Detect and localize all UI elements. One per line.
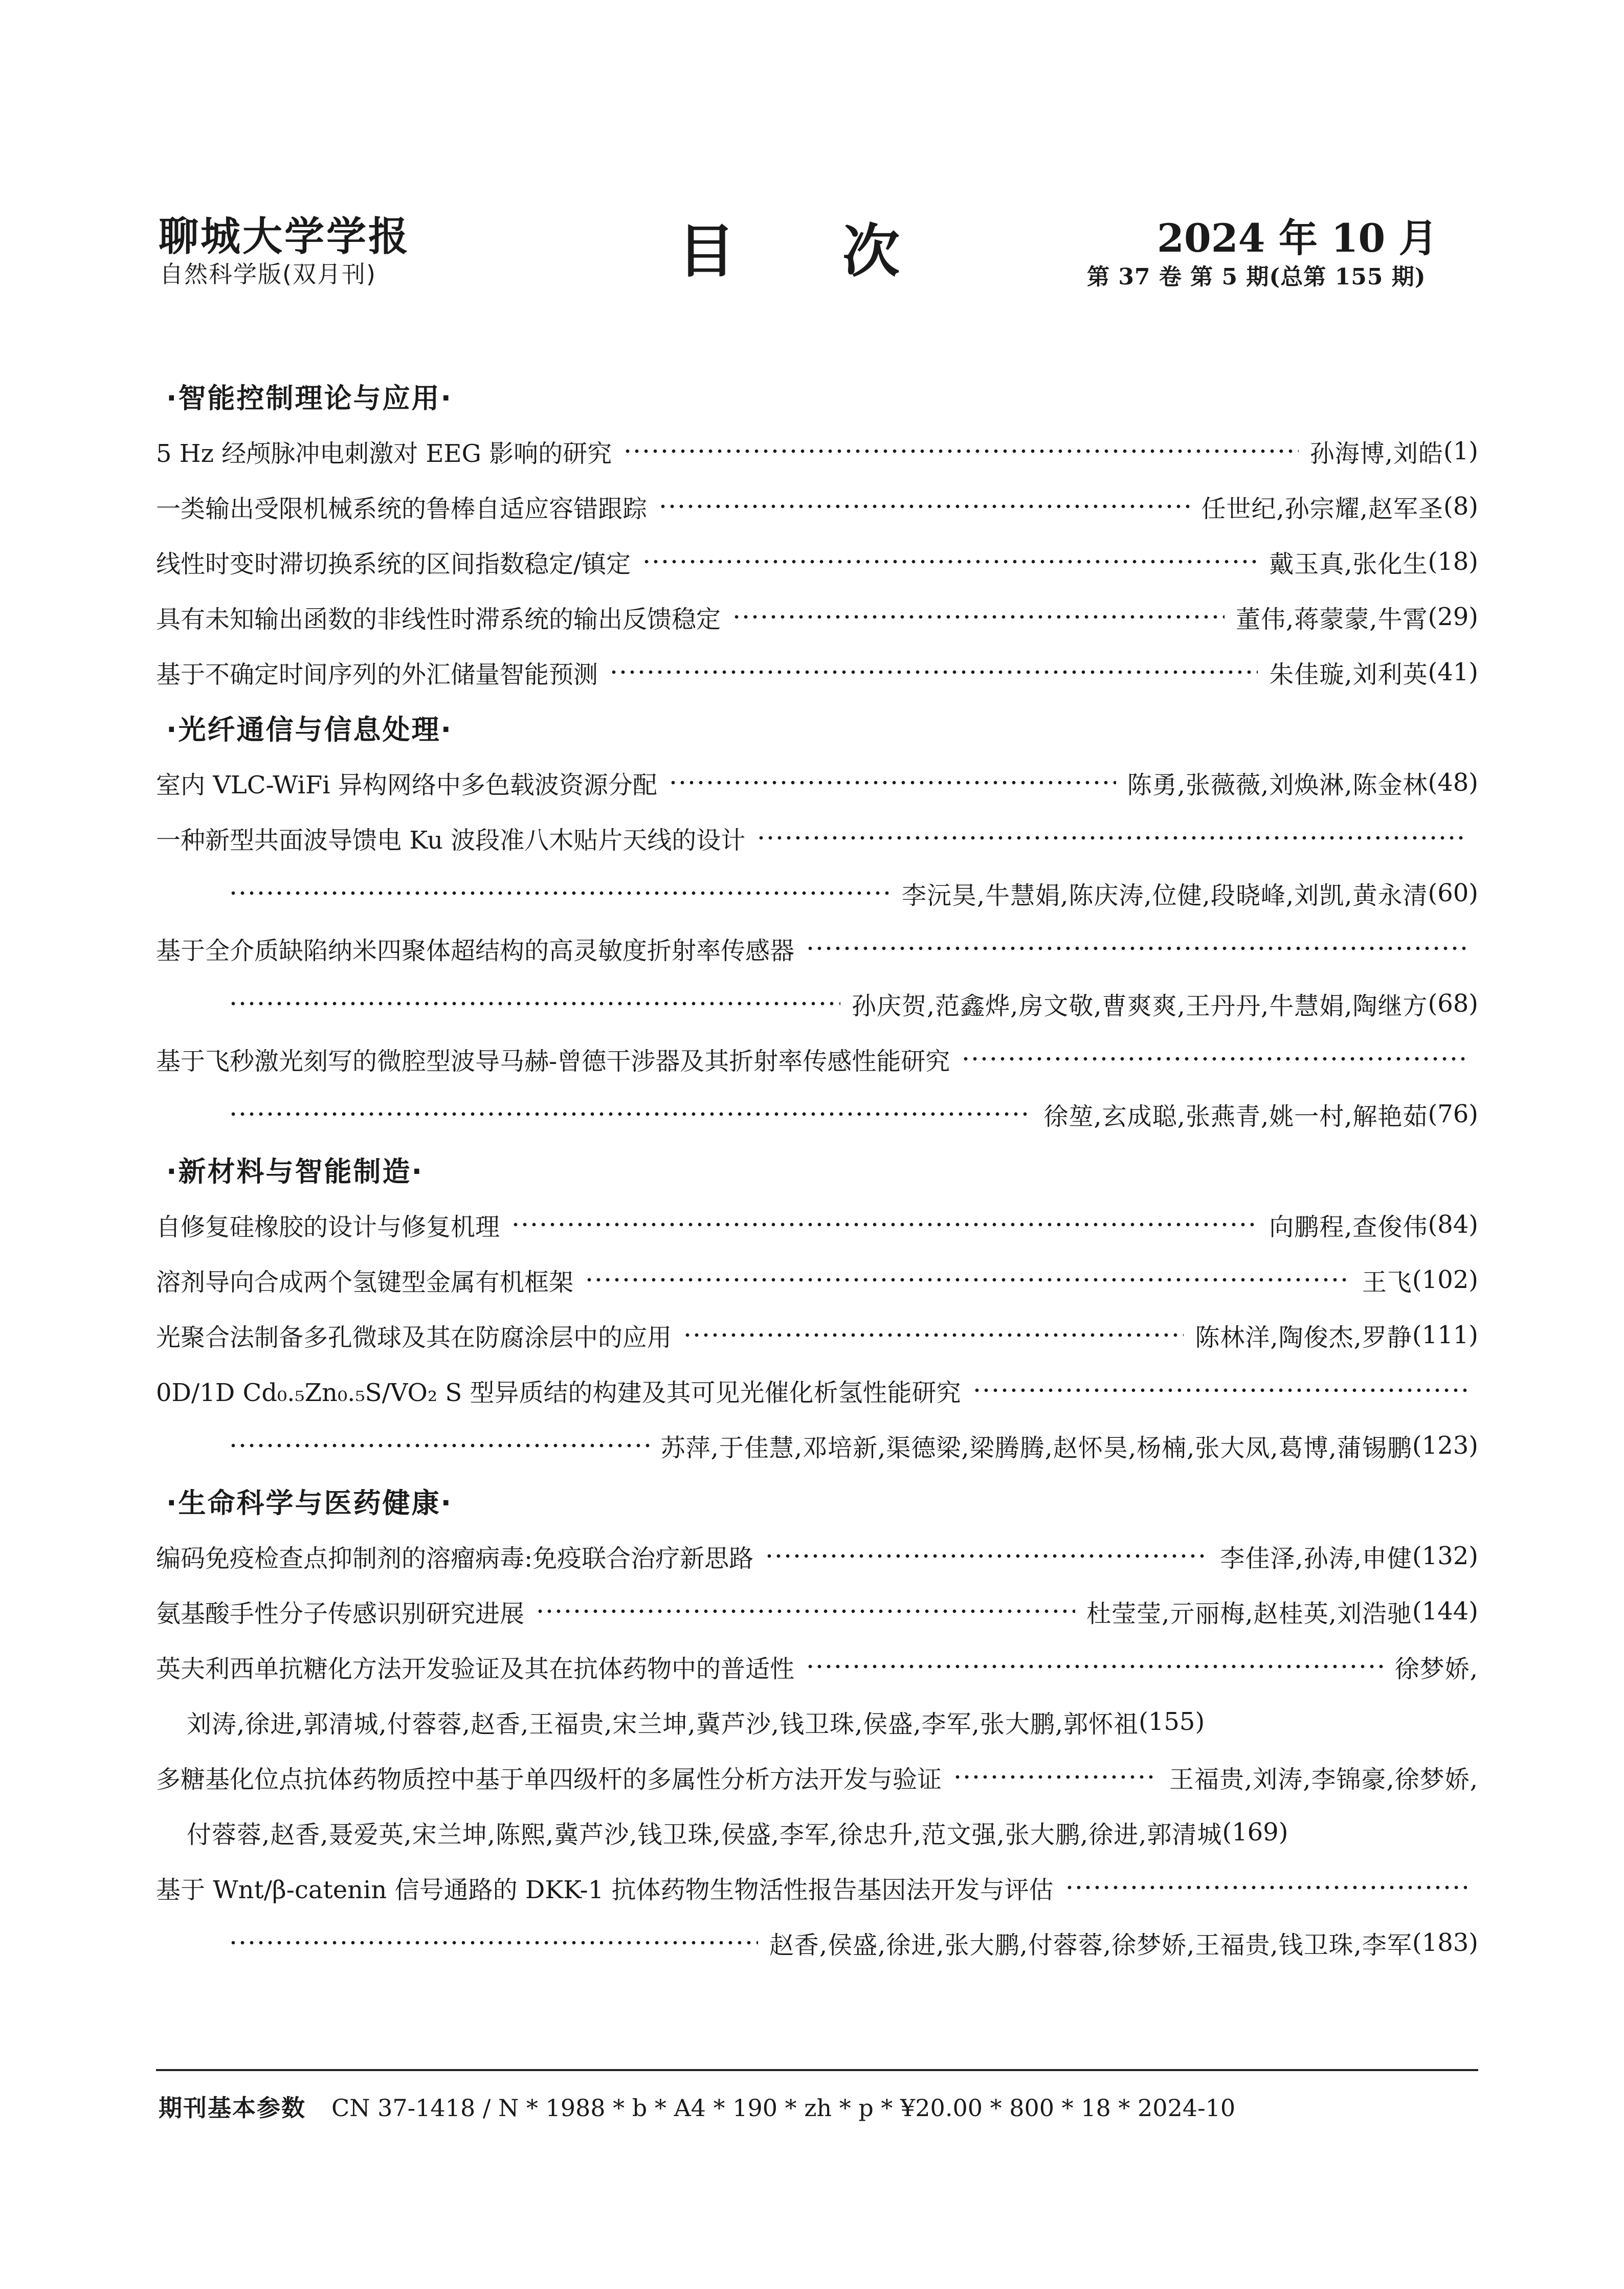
entry-page: (183) bbox=[1412, 1928, 1478, 1957]
entry-authors: 刘涛,徐进,郭清城,付蓉蓉,赵香,王福贵,宋兰坤,冀芦沙,钱卫珠,侯盛,李军,张大鹏,郭怀祖 bbox=[187, 1709, 1139, 1739]
leader-dots bbox=[658, 504, 1190, 508]
journal-name: 聊城大学学报 bbox=[159, 214, 411, 260]
issue-volume: 第 37 卷 第 5 期(总第 155 期) bbox=[1087, 264, 1426, 290]
entry-page: (155) bbox=[1139, 1707, 1205, 1736]
toc-entry-continuation bbox=[156, 865, 1478, 921]
footer-params: CN 37-1418 / N * 1988 * b * A4 * 190 * zh * p * ¥20.00 * 800 * 18 * 2024-10 bbox=[331, 2094, 1236, 2122]
leader-dots bbox=[732, 615, 1225, 619]
toc-entry-continuation bbox=[156, 1086, 1478, 1142]
entry-page: (8) bbox=[1443, 492, 1478, 521]
leader-dots bbox=[765, 1554, 1209, 1558]
table-of-contents bbox=[156, 368, 1478, 1970]
entry-page: (60) bbox=[1428, 879, 1478, 907]
section-heading: ·生命科学与医药健康· bbox=[166, 1486, 453, 1519]
entry-authors: 付蓉蓉,赵香,聂爱英,宋兰坤,陈熙,冀芦沙,钱卫珠,侯盛,李军,徐忠升,范文强,张大鹏,徐进,郭清城 bbox=[187, 1820, 1222, 1849]
toc-entry[interactable] bbox=[156, 1749, 1478, 1805]
entry-authors: 董伟,蒋蒙蒙,牛霄 bbox=[1235, 605, 1428, 634]
leader-dots bbox=[1065, 1885, 1467, 1890]
entry-title[interactable]: 多糖基化位点抗体药物质控中基于单四级杆的多属性分析方法开发与验证 bbox=[156, 1765, 942, 1794]
leader-dots bbox=[609, 670, 1258, 674]
entry-title[interactable]: 室内 VLC-WiFi 异构网络中多色载波资源分配 bbox=[156, 770, 657, 799]
toc-entry[interactable] bbox=[156, 921, 1478, 976]
toc-entry[interactable] bbox=[156, 589, 1478, 645]
entry-title[interactable]: 氨基酸手性分子传感识别研究进展 bbox=[156, 1599, 525, 1628]
entry-title[interactable]: 基于 Wnt/β-catenin 信号通路的 DKK-1 抗体药物生物活性报告基因法开发与评估 bbox=[156, 1875, 1054, 1904]
entry-page: (1) bbox=[1443, 437, 1478, 465]
entry-authors: 徐堃,玄成聪,张燕青,姚一村,解艳茹 bbox=[1043, 1102, 1428, 1131]
toc-entry[interactable] bbox=[156, 1528, 1478, 1584]
entry-title[interactable]: 具有未知输出函数的非线性时滞系统的输出反馈稳定 bbox=[156, 605, 721, 634]
leader-dots bbox=[585, 1278, 1351, 1282]
entry-authors: 任世纪,孙宗耀,赵军圣 bbox=[1201, 494, 1443, 523]
footer bbox=[159, 2090, 1235, 2123]
toc-entry-continuation bbox=[156, 1418, 1478, 1473]
toc-entry[interactable] bbox=[156, 810, 1478, 865]
footer-label: 期刊基本参数 bbox=[159, 2094, 306, 2122]
toc-entry[interactable] bbox=[156, 1639, 1478, 1694]
leader-dots bbox=[511, 1223, 1258, 1227]
section-heading: ·新材料与智能制造· bbox=[166, 1155, 424, 1188]
entry-page: (84) bbox=[1428, 1210, 1478, 1239]
journal-edition: 自然科学版(双月刊) bbox=[160, 260, 376, 288]
entry-authors: 孙海博,刘皓 bbox=[1309, 439, 1443, 468]
entry-authors: 朱佳璇,刘利英 bbox=[1269, 660, 1428, 689]
entry-page: (48) bbox=[1428, 768, 1478, 797]
entry-authors-first: 徐梦娇, bbox=[1394, 1654, 1478, 1683]
leader-dots bbox=[683, 1333, 1184, 1337]
leader-dots bbox=[536, 1609, 1075, 1613]
entry-page: (111) bbox=[1412, 1321, 1478, 1349]
entry-authors: 向鹏程,查俊伟 bbox=[1269, 1212, 1428, 1241]
leader-dots bbox=[757, 836, 1467, 840]
entry-title[interactable]: 编码免疫检查点抑制剂的溶瘤病毒:免疫联合治疗新思路 bbox=[156, 1544, 754, 1573]
toc-entry-continuation bbox=[156, 1805, 1478, 1860]
entry-title[interactable]: 自修复硅橡胶的设计与修复机理 bbox=[156, 1212, 500, 1241]
entry-title[interactable]: 0D/1D Cd₀.₅Zn₀.₅S/VO₂ S 型异质结的构建及其可见光催化析氢性能研究 bbox=[156, 1378, 961, 1407]
toc-entry[interactable] bbox=[156, 1307, 1478, 1363]
entry-authors: 赵香,侯盛,徐进,张大鹏,付蓉蓉,徐梦娇,王福贵,钱卫珠,李军 bbox=[769, 1930, 1412, 1960]
entry-authors: 陈林洋,陶俊杰,罗静 bbox=[1195, 1323, 1412, 1352]
entry-page: (76) bbox=[1428, 1100, 1478, 1128]
section-heading: ·光纤通信与信息处理· bbox=[166, 713, 453, 746]
entry-authors: 戴玉真,张化生 bbox=[1269, 549, 1428, 579]
toc-entry[interactable] bbox=[156, 755, 1478, 810]
entry-title[interactable]: 基于飞秒激光刻写的微腔型波导马赫-曾德干涉器及其折射率传感性能研究 bbox=[156, 1047, 950, 1076]
toc-entry[interactable] bbox=[156, 1197, 1478, 1252]
entry-page: (68) bbox=[1428, 989, 1478, 1018]
entry-authors: 李佳泽,孙涛,申健 bbox=[1220, 1544, 1412, 1573]
leader-dots bbox=[229, 1002, 840, 1006]
entry-page: (18) bbox=[1428, 547, 1478, 576]
entry-title[interactable]: 溶剂导向合成两个氢键型金属有机框架 bbox=[156, 1268, 574, 1297]
issue-date: 2024 年 10 月 bbox=[1157, 215, 1438, 261]
entry-page: (132) bbox=[1412, 1542, 1478, 1570]
section-heading: ·智能控制理论与应用· bbox=[166, 382, 453, 414]
entry-authors-first: 王福贵,刘涛,李锦豪,徐梦娇, bbox=[1169, 1765, 1478, 1794]
entry-authors: 王飞 bbox=[1362, 1268, 1412, 1297]
toc-entry[interactable] bbox=[156, 1363, 1478, 1418]
entry-title[interactable]: 5 Hz 经颅脉冲电刺激对 EEG 影响的研究 bbox=[156, 439, 612, 468]
entry-authors: 李沅昊,牛慧娟,陈庆涛,位健,段晓峰,刘凯,黄永清 bbox=[901, 881, 1428, 910]
toc-entry-continuation bbox=[156, 1915, 1478, 1970]
entry-authors: 苏萍,于佳慧,邓培新,渠德梁,梁腾腾,赵怀昊,杨楠,张大凤,葛博,蒲锡鹏 bbox=[660, 1433, 1412, 1462]
leader-dots bbox=[229, 1443, 650, 1448]
entry-page: (123) bbox=[1412, 1431, 1478, 1460]
entry-title[interactable]: 光聚合法制备多孔微球及其在防腐涂层中的应用 bbox=[156, 1323, 672, 1352]
leader-dots bbox=[229, 1941, 758, 1945]
toc-entry[interactable] bbox=[156, 424, 1478, 479]
entry-authors: 陈勇,张薇薇,刘焕淋,陈金林 bbox=[1127, 770, 1428, 799]
entry-authors: 孙庆贺,范鑫烨,房文敬,曹爽爽,王丹丹,牛慧娟,陶继方 bbox=[851, 991, 1428, 1020]
toc-entry[interactable] bbox=[156, 1584, 1478, 1639]
leader-dots bbox=[961, 1057, 1467, 1061]
entry-page: (144) bbox=[1412, 1597, 1478, 1626]
toc-entry[interactable] bbox=[156, 479, 1478, 534]
toc-entry-continuation bbox=[156, 976, 1478, 1031]
leader-dots bbox=[642, 560, 1258, 564]
toc-entry[interactable] bbox=[156, 645, 1478, 700]
entry-page: (41) bbox=[1428, 658, 1478, 686]
entry-title[interactable]: 一种新型共面波导馈电 Ku 波段准八木贴片天线的设计 bbox=[156, 826, 746, 855]
entry-title[interactable]: 线性时变时滞切换系统的区间指数稳定/镇定 bbox=[156, 549, 631, 579]
leader-dots bbox=[953, 1775, 1158, 1779]
toc-entry[interactable] bbox=[156, 1031, 1478, 1086]
leader-dots bbox=[229, 1112, 1032, 1116]
toc-entry[interactable] bbox=[156, 1860, 1478, 1915]
toc-entry[interactable] bbox=[156, 534, 1478, 589]
toc-entry[interactable] bbox=[156, 1252, 1478, 1307]
footer-rule bbox=[156, 2069, 1478, 2071]
leader-dots bbox=[669, 781, 1116, 785]
entry-page: (102) bbox=[1412, 1265, 1478, 1294]
toc-title: 目次 bbox=[678, 218, 1007, 285]
entry-page: (169) bbox=[1222, 1818, 1288, 1847]
toc-entry-continuation bbox=[156, 1694, 1478, 1749]
entry-title[interactable]: 一类输出受限机械系统的鲁棒自适应容错跟踪 bbox=[156, 494, 648, 523]
leader-dots bbox=[623, 449, 1299, 453]
entry-title[interactable]: 基于全介质缺陷纳米四聚体超结构的高灵敏度折射率传感器 bbox=[156, 936, 795, 965]
entry-authors: 杜莹莹,亓丽梅,赵桂英,刘浩驰 bbox=[1086, 1599, 1412, 1628]
leader-dots bbox=[229, 891, 891, 895]
entry-title[interactable]: 基于不确定时间序列的外汇储量智能预测 bbox=[156, 660, 598, 689]
leader-dots bbox=[806, 946, 1467, 950]
leader-dots bbox=[972, 1388, 1467, 1392]
entry-title[interactable]: 英夫利西单抗糖化方法开发验证及其在抗体药物中的普适性 bbox=[156, 1654, 795, 1683]
leader-dots bbox=[806, 1664, 1384, 1669]
entry-page: (29) bbox=[1428, 603, 1478, 631]
